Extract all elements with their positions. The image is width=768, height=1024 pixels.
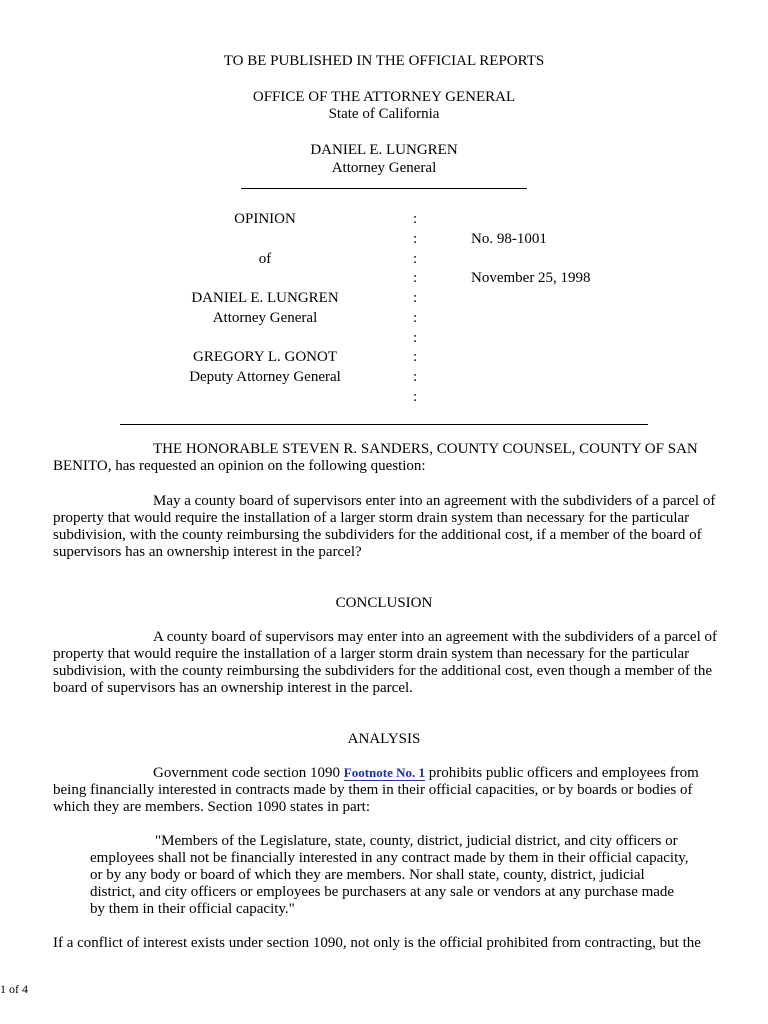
analysis-text-after: prohibits public officers and employees from being financially interested in contracts made by them in their official capacities, or by boards or bodies of which they are members. Section 1090 states in part: [53, 765, 699, 815]
analysis-paragraph [53, 764, 718, 816]
caption-opinion: OPINION [234, 211, 296, 227]
office-title: OFFICE OF THE ATTORNEY GENERAL [252, 89, 516, 105]
caption-colon: : [413, 369, 418, 385]
caption-colon: : [413, 290, 418, 306]
caption-deputy-name: GREGORY L. GONOT [192, 349, 338, 365]
opinion-number: No. 98-1001 [471, 231, 547, 247]
header-divider [241, 188, 527, 189]
conclusion-paragraph: A county board of supervisors may enter into an agreement with the subdividers of a parcel of property that would require the installation of a larger storm drain system than necessary for the particular subdivision, with the county reimbursing the subdividers for the additional cost, even though a member of the board of supervisors has an ownership interest in the parcel. [53, 629, 718, 696]
analysis-continuation: If a conflict of interest exists under section 1090, not only is the official prohibited from contracting, but the [53, 935, 701, 951]
analysis-heading: ANALYSIS [347, 731, 421, 747]
page-indicator: 1 of 4 [0, 982, 28, 996]
caption-colon: : [413, 251, 418, 267]
caption-ag-title: Attorney General [212, 310, 318, 326]
statute-quote: "Members of the Legislature, state, county, district, judicial district, and city officers or employees shall not be financially interested in any contract made by them in their official capacity, or by any body or board of which they are members. Nor shall state, county, district, judicial district, and city officers or employees be purchasers at any sale or vendors at any purchase made by them in their official capacity." [90, 833, 689, 917]
caption-colon: : [413, 231, 418, 247]
caption-colon: : [413, 349, 418, 365]
caption-colon: : [413, 270, 418, 286]
caption-colon: : [413, 389, 418, 405]
ag-name: DANIEL E. LUNGREN [310, 142, 458, 158]
caption-colon: : [413, 310, 418, 326]
caption-colon: : [413, 330, 418, 346]
analysis-text-before: Government code section 1090 [153, 765, 341, 781]
opinion-date: November 25, 1998 [471, 270, 591, 286]
caption-of: of [258, 251, 272, 267]
caption-colon: : [413, 211, 418, 227]
caption-deputy-title: Deputy Attorney General [189, 369, 341, 385]
request-paragraph: THE HONORABLE STEVEN R. SANDERS, COUNTY COUNSEL, COUNTY OF SAN BENITO, has requested an opinion on the following question: [53, 441, 698, 474]
state-name: State of California [328, 106, 440, 122]
ag-title: Attorney General [331, 160, 437, 176]
publish-line: TO BE PUBLISHED IN THE OFFICIAL REPORTS [223, 53, 545, 69]
footnote-link[interactable]: Footnote No. 1 [343, 765, 426, 780]
caption-divider [120, 424, 648, 425]
question-paragraph: May a county board of supervisors enter into an agreement with the subdividers of a parcel of property that would require the installation of a larger storm drain system than necessary for the particular subdivision, with the county reimbursing the subdividers for the additional cost, if a member of the board of supervisors has an ownership interest in the parcel? [53, 493, 716, 560]
caption-ag-name: DANIEL E. LUNGREN [191, 290, 339, 306]
conclusion-heading: CONCLUSION [335, 595, 433, 611]
